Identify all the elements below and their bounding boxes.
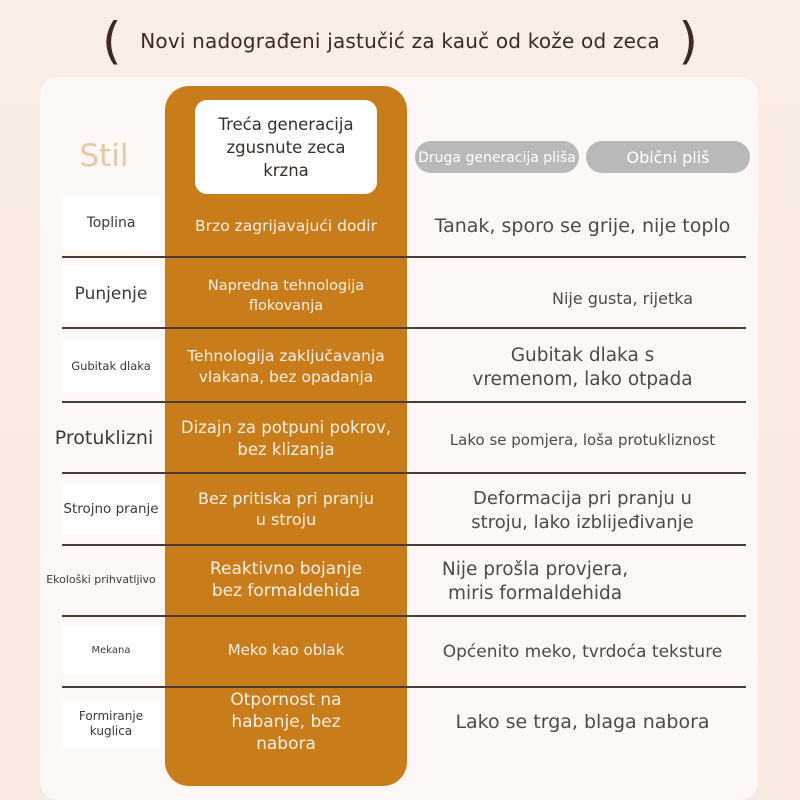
row-divider [62, 472, 746, 474]
row-label-mekana: Mekana [62, 626, 160, 674]
row-other-protuklizni: Lako se pomjera, loša protukliznost [449, 431, 716, 449]
row-label-punjenje: Punjenje [62, 266, 160, 322]
row-divider [62, 401, 746, 403]
row-main-protuklizni: Dizajn za potpuni pokrov, bez klizanja [180, 418, 392, 459]
row-divider [62, 686, 746, 688]
left-bracket: ( [102, 12, 122, 70]
row-main-toplina: Brzo zagrijavajući dodir [195, 216, 377, 235]
row-divider [62, 544, 746, 546]
row-other-toplina: Tanak, sporo se grije, nije toplo [434, 215, 731, 237]
style-label: Stil [79, 138, 129, 174]
row-main-ekoloski: Reaktivno bojanje bez formaldehida [209, 559, 363, 601]
row-label-ekoloski: Ekološki prihvatljivo [46, 572, 156, 586]
row-other-punjenje: Nije gusta, rijetka [551, 288, 694, 308]
row-divider [62, 615, 746, 617]
row-other-gubitak-dlaka: Gubitak dlaka s vremenom, lako otpada [472, 345, 693, 390]
row-other-ekoloski: Nije prošla provjera, miris formaldehida [441, 559, 629, 604]
row-main-punjenje: Napredna tehnologija flokovanja [207, 278, 365, 314]
row-other-strojno-pranje: Deformacija pri pranju u stroju, lako izblijeđivanje [471, 488, 694, 533]
second-gen-pill [415, 141, 579, 173]
row-main-strojno-pranje: Bez pritiska pri pranju u stroju [198, 489, 374, 529]
row-label-strojno-pranje: Strojno pranje [62, 484, 160, 534]
row-label-protuklizni: Protuklizni [54, 427, 154, 449]
row-other-mekana: Općenito meko, tvrdoća teksture [442, 642, 723, 662]
title-bar [102, 12, 698, 70]
second-gen-label: Druga generacija pliša [418, 149, 576, 166]
row-label-toplina: Toplina [62, 196, 160, 250]
row-divider [62, 327, 746, 329]
row-label-gubitak-dlaka: Gubitak dlaka [62, 340, 160, 392]
row-main-formiranje-kuglica: Otpornost na habanje, bez nabora [230, 690, 342, 754]
main-product-header: Treća generacija zgusnute zeca krzna [195, 100, 377, 194]
row-main-mekana: Meko kao oblak [227, 640, 345, 659]
row-label-formiranje-kuglica: Formiranje kuglica [62, 700, 160, 748]
plain-plush-pill: Obični pliš [586, 141, 750, 173]
row-divider [62, 256, 746, 258]
row-other-formiranje-kuglica: Lako se trga, blaga nabora [455, 711, 710, 733]
right-bracket: ) [678, 12, 698, 70]
row-main-gubitak-dlaka: Tehnologija zaključavanja vlakana, bez opadanja [187, 347, 385, 386]
page-title: Novi nadograđeni jastučić za kauč od kože od zeca [140, 29, 660, 53]
